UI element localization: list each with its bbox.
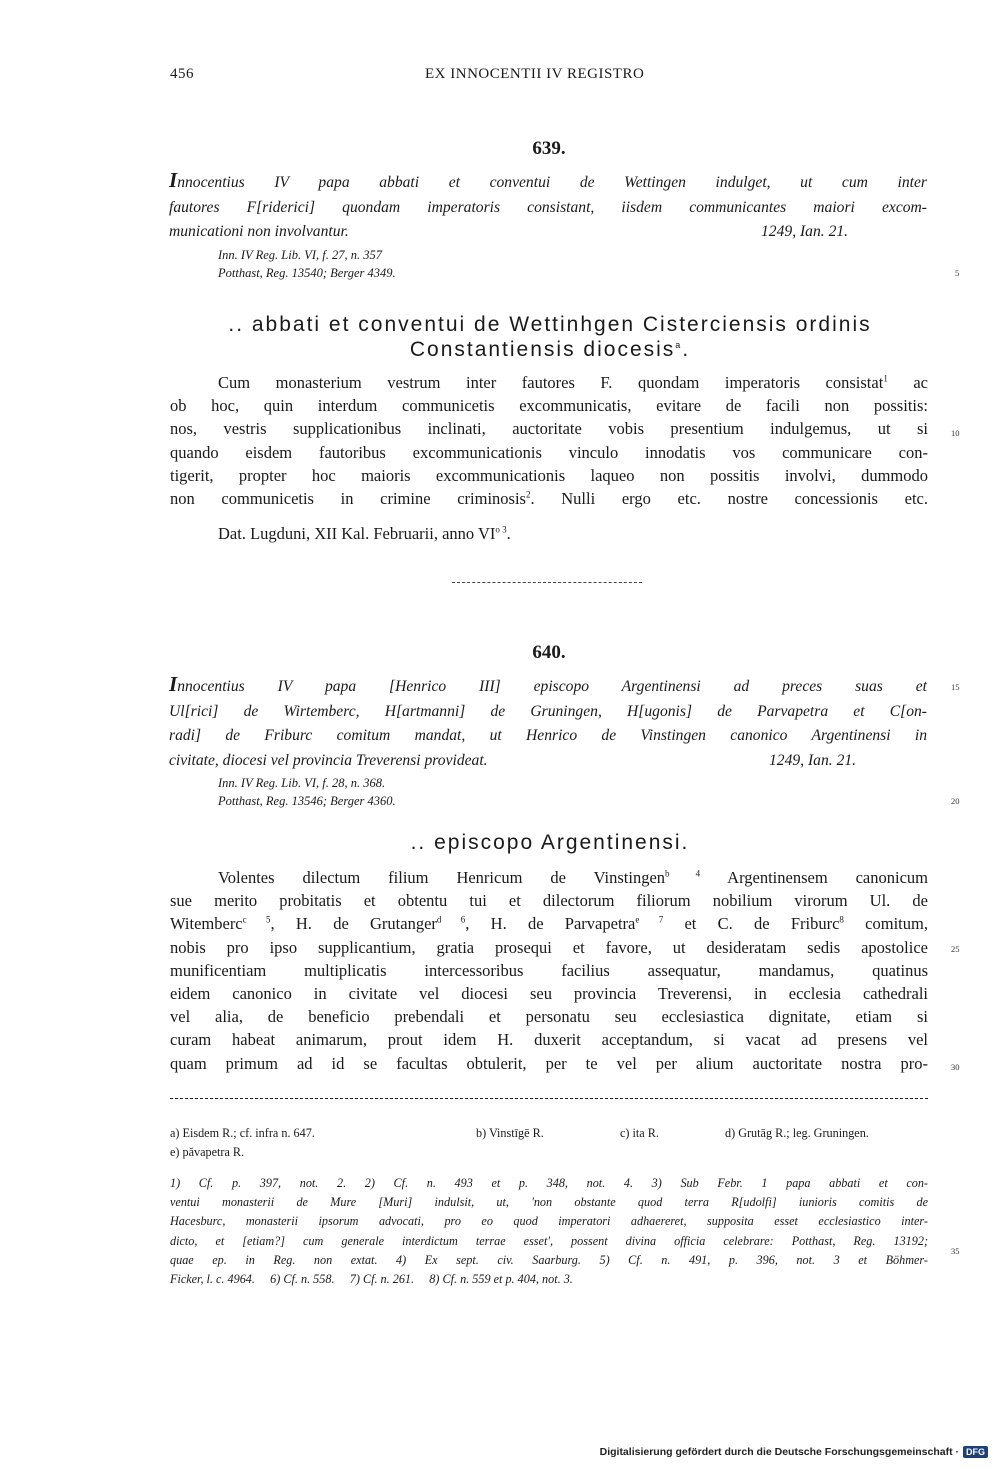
body-line: Volentes dilectum filium Henricum de Vinstingen$^{b 4}$ Argentinensem canonicum (218, 868, 928, 887)
regest-date: 1249, Ian. 21. (761, 223, 849, 240)
margin-line-number: 15 (951, 682, 960, 692)
digitization-credit: Digitalisierung gefördert durch die Deutsche Forschungsgemeinschaft · DFG (600, 1446, 988, 1458)
regest-line: fautores F[riderici] quondam imperatoris consistant, iisdem communicantes maiori excom- (169, 198, 927, 216)
regest-line: Innocentius IV papa abbati et conventui de Wettingen indulget, ut cum inter (169, 168, 927, 192)
address-line: .. episcopo Argentinensi. (410, 831, 690, 854)
regest-line: Innocentius IV papa [Henrico III] episcopo Argentinensi ad preces suas et (169, 672, 927, 696)
letter-number: 639. (532, 138, 566, 159)
regest-line: municationi non involvantur. 1249, Ian. 21. (169, 220, 927, 245)
apparatus-note: c) ita R. (620, 1126, 659, 1140)
regest (169, 672, 927, 773)
footnotes (170, 1174, 928, 1289)
section-separator (452, 582, 642, 583)
dating-clause: Dat. Lugduni, XII Kal. Februarii, anno $VI^{o 3}$. (218, 524, 511, 543)
footnote-line: ventui monasterii de Mure [Muri] indulsit, ut, 'non obstante quod terra R[udolfi] iunioris comitis de (170, 1195, 928, 1210)
body-line: munificentiam multiplicatis intercessoribus facilius assequatur, mandamus, quatinus (170, 960, 928, 980)
body-line: quam primum ad id se facultas obtulerit, per te vel per alium auctoritate nostra pro- (170, 1053, 928, 1073)
margin-line-number: 20 (951, 796, 960, 806)
regest (169, 168, 927, 245)
dfg-logo: DFG (963, 1446, 988, 1458)
letter-body (170, 371, 928, 510)
margin-line-number: 5 (955, 268, 960, 278)
footnote-line: quae ep. in Reg. non extat. 4) Ex sept. civ. Saarburg. 5) Cf. n. 491, p. 396, not. 3 et Böhmer- (170, 1252, 928, 1267)
body-line: nobis pro ipso supplicantium, gratia prosequi et favore, ut desideratam sedis apostolice (170, 937, 928, 957)
initial: I (169, 672, 178, 696)
running-title: EX INNOCENTII IV REGISTRO (425, 66, 645, 82)
initial: I (169, 168, 178, 192)
address-line: Constantiensis diocesis$^a$. (409, 338, 691, 361)
address-line: .. abbati et conventui de Wettinhgen Cisterciensis ordinis (228, 313, 872, 336)
apparatus-note: d) Grutāg R.; leg. Gruningen. (725, 1126, 869, 1140)
letter-body (170, 866, 928, 1075)
apparatus-line (170, 1124, 928, 1143)
body-line: vel alia, de beneficio prebendali et personatu seu ecclesiastica dignitate, etiam si (170, 1007, 928, 1027)
footnote-line: 1) Cf. p. 397, not. 2. 2) Cf. n. 493 et p. 348, not. 4. 3) Sub Febr. 1 papa abbati et con- (170, 1176, 928, 1190)
footnote-line: Hacesburc, monasterii ipsorum advocati, pro eo quod imperatori adhaereret, supposita esset ecclesiastico inter- (170, 1214, 928, 1229)
margin-line-number: 10 (951, 428, 960, 438)
reference-line: Inn. IV Reg. Lib. VI, f. 28, n. 368. (218, 776, 386, 790)
address (170, 830, 930, 855)
references (218, 774, 396, 810)
body-line: quando eisdem fautoribus excommunicationis vinculo innodatis vos communicare con- (170, 442, 928, 462)
body-line: eidem canonico in civitate vel diocesi seu provincia Treverensi, in ecclesia cathedrali (170, 984, 928, 1004)
letter-number: 640. (532, 642, 566, 663)
references (218, 246, 396, 282)
page-number: 456 (170, 66, 194, 82)
reference-line: Potthast, Reg. 13546; Berger 4360. (218, 794, 396, 808)
apparatus-note: a) Eisdem R.; cf. infra n. 647. (170, 1126, 315, 1140)
body-line: nos, vestris supplicationibus inclinati, auctoritate vobis presentium indulgemus, ut si (170, 419, 928, 439)
apparatus-note: b) Vinstīgē R. (476, 1126, 544, 1140)
regest-line: radi] de Friburc comitum mandat, ut Henrico de Vinstingen canonico Argentinensi in (169, 727, 927, 744)
regest-line: Ul[rici] de Wirtemberc, H[artmanni] de Gruningen, H[ugonis] de Parvapetra et C[on- (169, 702, 927, 720)
body-line: Cum monasterium vestrum inter fautores F. quondam imperatoris consistat$^1$ ac (218, 373, 928, 392)
margin-line-number: 25 (951, 944, 960, 954)
body-line: ob hoc, quin interdum communicetis excommunicatis, evitare de facili non possitis: (170, 396, 928, 416)
regest-date: 1249, Ian. 21. (769, 751, 857, 769)
margin-line-number: 35 (951, 1246, 960, 1256)
body-line: non communicetis in crimine criminosis$^2$. Nulli ergo etc. nostre concessionis etc. (170, 489, 928, 509)
body-line: Witemberc$^{c 5}$, H. de Grutanger$^{d 6}$, H. de Parvapetra$^{e 7}$ et C. de Friburc$^8$ comitum, (170, 914, 928, 934)
apparatus-notes (170, 1124, 928, 1162)
apparatus-note: e) pǎvapetra R. (170, 1145, 245, 1159)
reference-line: Potthast, Reg. 13540; Berger 4349. (218, 266, 396, 280)
footnote-rule (170, 1098, 928, 1099)
body-line: tigerit, propter hoc maioris excommunicationis laqueo non possitis involvi, dummodo (170, 465, 928, 485)
body-line: curam habeat animarum, prout idem H. duxerit acceptandum, si vacat ad presens vel (170, 1030, 928, 1050)
footnote-line: Ficker, l. c. 4964. 6) Cf. n. 558. 7) Cf. n. 261. 8) Cf. n. 559 et p. 404, not. 3. (170, 1272, 573, 1287)
footnote-line: dicto, et [etiam?] cum generale interdictum terrae esset', possent divina officia celebrare: Potthast, Reg. 13192; (170, 1233, 928, 1248)
address (170, 312, 930, 362)
regest-line: civitate, diocesi vel provincia Treverensi provideat. 1249, Ian. 21. (169, 749, 927, 774)
margin-line-number: 30 (951, 1062, 960, 1072)
reference-line: Inn. IV Reg. Lib. VI, f. 27, n. 357 (218, 248, 382, 262)
body-line: sue merito probitatis et obtentu tui et dilectorum filiorum nobilium virorum Ul. de (170, 891, 928, 911)
